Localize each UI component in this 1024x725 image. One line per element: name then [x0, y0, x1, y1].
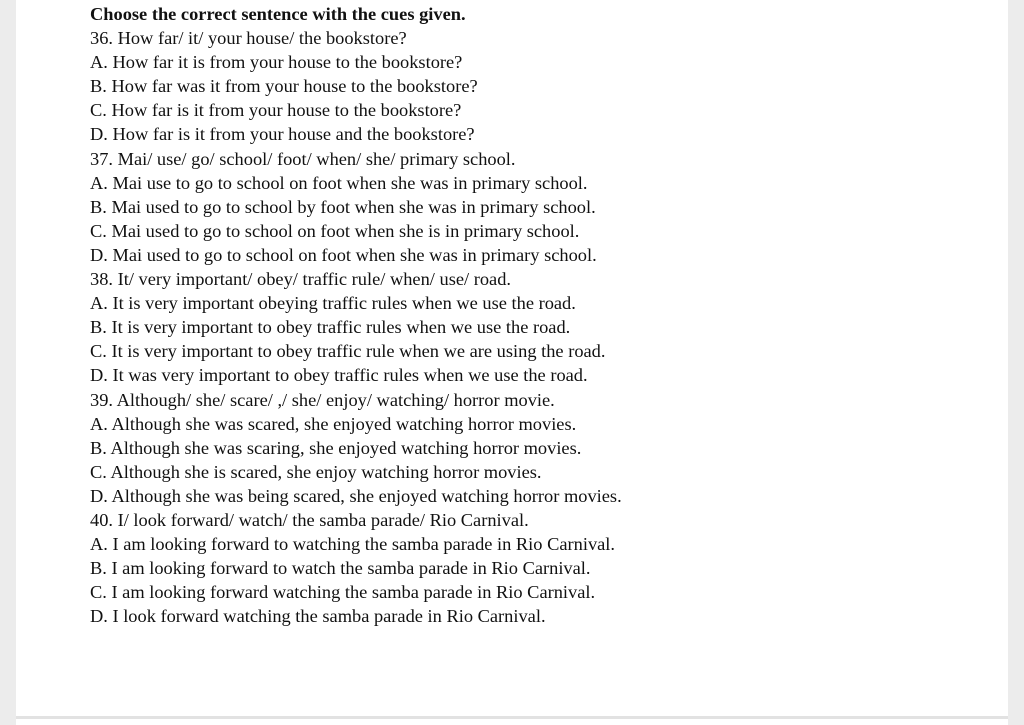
option-c: C. Although she is scared, she enjoy watching horror movies. — [90, 461, 542, 482]
question-38 — [90, 267, 990, 387]
question-39 — [90, 388, 990, 508]
option-b: B. Although she was scaring, she enjoyed watching horror movies. — [90, 437, 582, 458]
question-cue: 36. How far/ it/ your house/ the bookstore? — [90, 28, 407, 49]
left-margin-bar — [0, 0, 16, 725]
option-b: B. I am looking forward to watch the samba parade in Rio Carnival. — [90, 558, 591, 579]
option-a: A. Although she was scared, she enjoyed watching horror movies. — [90, 413, 577, 434]
option-c: C. How far is it from your house to the bookstore? — [90, 100, 462, 121]
option-a: A. I am looking forward to watching the samba parade in Rio Carnival. — [90, 534, 616, 555]
question-37 — [90, 147, 990, 267]
option-d: D. I look forward watching the samba parade in Rio Carnival. — [90, 606, 546, 627]
option-d: D. How far is it from your house and the bookstore? — [90, 124, 475, 145]
worksheet — [90, 2, 990, 628]
option-a: A. How far it is from your house to the bookstore? — [90, 52, 463, 73]
question-cue: 38. It/ very important/ obey/ traffic rule/ when/ use/ road. — [90, 269, 511, 290]
option-b: B. How far was it from your house to the bookstore? — [90, 76, 478, 97]
option-a: A. Mai use to go to school on foot when she was in primary school. — [90, 172, 588, 193]
question-cue: 37. Mai/ use/ go/ school/ foot/ when/ she/ primary school. — [90, 148, 516, 169]
question-40 — [90, 508, 990, 628]
option-d: D. Although she was being scared, she enjoyed watching horror movies. — [90, 485, 622, 506]
option-b: B. Mai used to go to school by foot when she was in primary school. — [90, 196, 596, 217]
option-b: B. It is very important to obey traffic rules when we use the road. — [90, 317, 571, 338]
option-c: C. I am looking forward watching the samba parade in Rio Carnival. — [90, 582, 596, 603]
option-d: D. It was very important to obey traffic rules when we use the road. — [90, 365, 588, 386]
option-d: D. Mai used to go to school on foot when she was in primary school. — [90, 244, 597, 265]
question-cue: 39. Although/ she/ scare/ ,/ she/ enjoy/ watching/ horror movie. — [90, 389, 555, 410]
option-a: A. It is very important obeying traffic rules when we use the road. — [90, 293, 576, 314]
option-c: C. Mai used to go to school on foot when she is in primary school. — [90, 220, 580, 241]
bottom-divider — [16, 716, 1008, 719]
right-margin-bar — [1008, 0, 1024, 725]
question-36 — [90, 26, 990, 146]
option-c: C. It is very important to obey traffic rule when we are using the road. — [90, 341, 606, 362]
question-cue: 40. I/ look forward/ watch/ the samba parade/ Rio Carnival. — [90, 509, 529, 530]
worksheet-heading: Choose the correct sentence with the cues given. — [90, 4, 466, 24]
